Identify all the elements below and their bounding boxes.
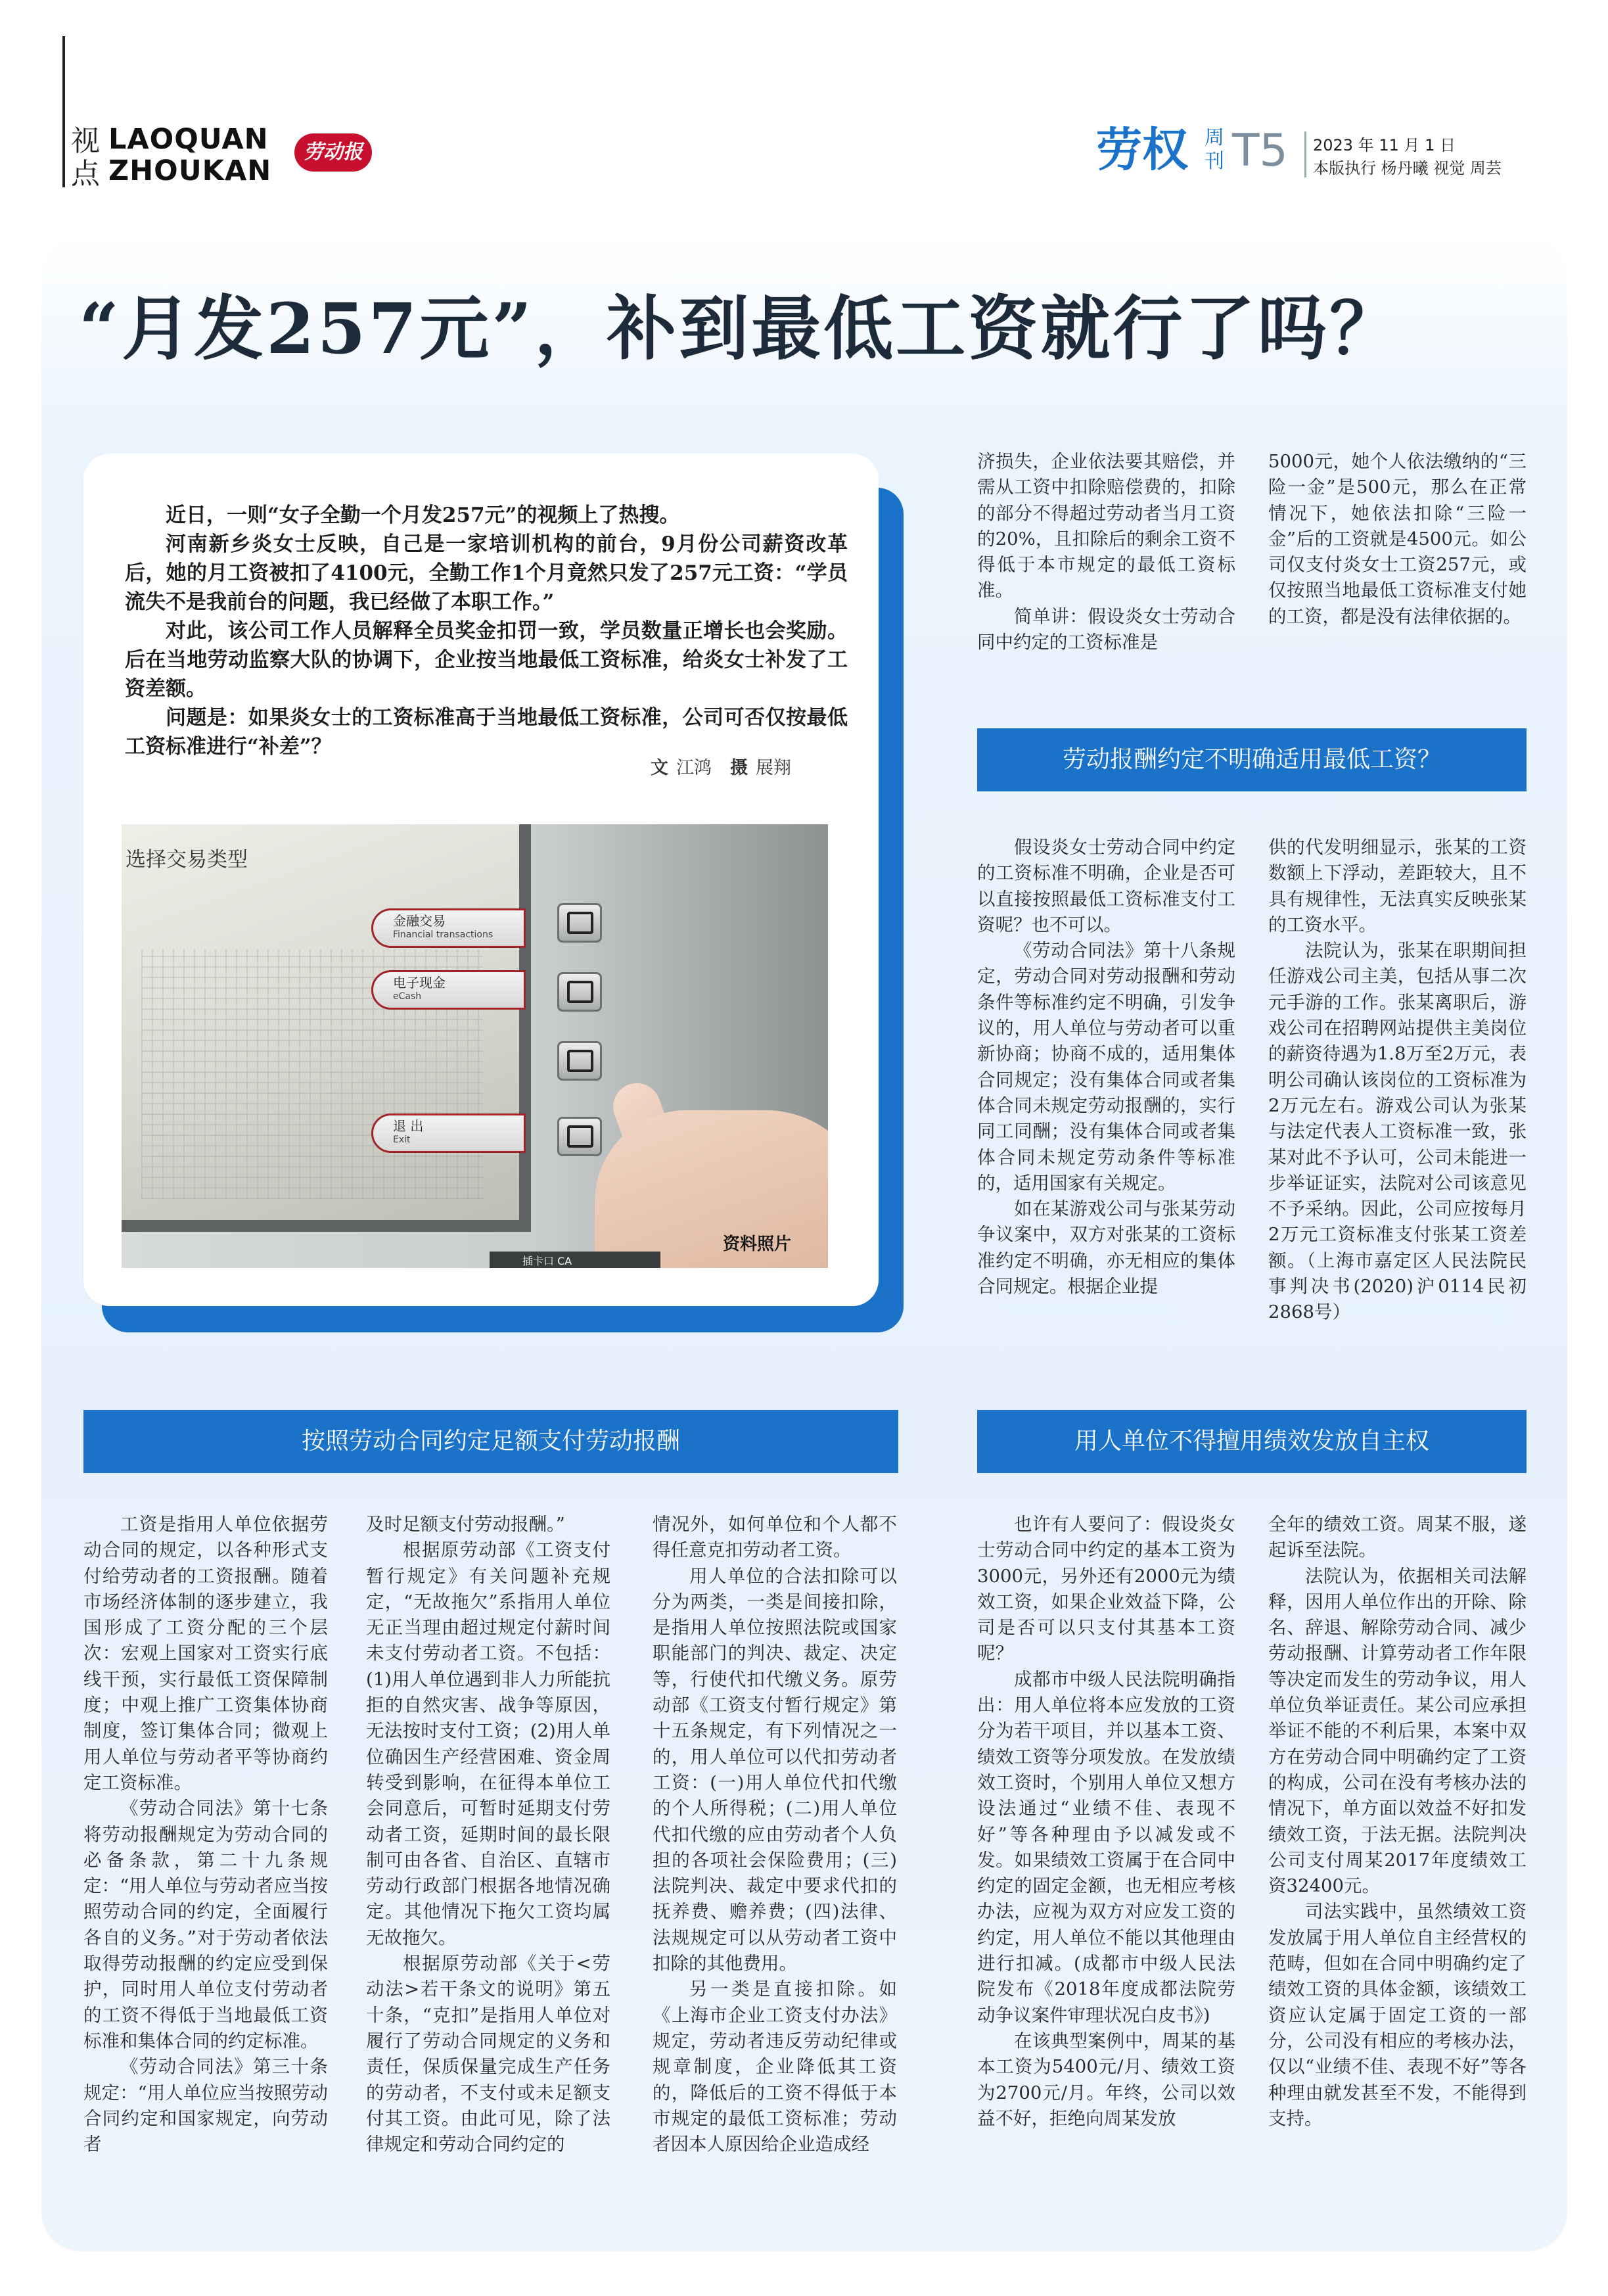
paragraph: 济损失，企业依法要其赔偿，并需从工资中扣除赔偿费的，扣除的部分不得超过劳动者当月工资的20%，且扣除后的剩余工资不得低于本市规定的最低工资标准。	[977, 451, 1235, 601]
paragraph: 情况外，如何单位和个人都不得任意克扣劳动者工资。	[653, 1514, 897, 1561]
section-title-minimum-wage: 劳动报酬约定不明确适用最低工资？	[977, 728, 1527, 791]
atm-screen-title: 选择交易类型	[126, 848, 248, 872]
section-title-performance-pay: 用人单位不得擅用绩效发放自主权	[977, 1410, 1527, 1473]
atm-button-ecash	[371, 970, 526, 1010]
hand	[595, 1110, 828, 1268]
atm-key	[557, 1117, 602, 1156]
atm-button-financial	[371, 908, 526, 948]
paragraph: 法院认为，依据相关司法解释，因用人单位作出的开除、除名、辞退、解除劳动合同、减少劳动报酬、计算劳动者工作年限等决定而发生的劳动争议，用人单位负举证责任。某公司应承担举证不能的不利后果，本案中双方在劳动合同中明确约定了工资的构成，公司在没有考核办法的情况下，单方面以效益不好扣发绩效工资，于法无据。法院判决公司支付周某2017年度绩效工资32400元。	[1268, 1565, 1527, 1897]
atm-button-en: eCash	[393, 991, 422, 1002]
column-name: 劳权	[1096, 123, 1188, 177]
atm-key	[557, 903, 602, 943]
atm-button-en: Financial transactions	[393, 929, 494, 940]
page-number: T5	[1232, 125, 1288, 177]
paragraph: 《劳动合同法》第十七条将劳动报酬规定为劳动合同的必备条款，第二十九条规定：“用人单位与劳动者应当按照劳动合同的约定，全面履行各自的义务。”对于劳动者依法取得劳动报酬的约定应受到保护，同时用人单位支付劳动者的工资不得低于当地最低工资标准和集体合同的约定标准。	[83, 1798, 328, 2051]
masthead-rule	[62, 36, 65, 187]
card-slot-label: 插卡口 CA	[490, 1252, 660, 1268]
section-title-full-payment: 按照劳动合同约定足额支付劳动报酬	[83, 1410, 898, 1473]
atm-key	[557, 1041, 602, 1081]
article-column-s1-1	[83, 1512, 328, 2157]
paragraph: 也许有人要问了：假设炎女士劳动合同中约定的基本工资为3000元，另外还有2000元为绩效工资，如果企业效益下降，公司是否可以只支付其基本工资呢？	[977, 1514, 1235, 1664]
atm-photo	[122, 824, 828, 1268]
paragraph: 全年的绩效工资。周某不服，遂起诉至法院。	[1268, 1514, 1527, 1561]
paragraph: 根据原劳动部《关于<劳动法>若干条文的说明》第五十条，“克扣”是指用人单位对履行了劳动合同规定的义务和责任，保质保量完成生产任务的劳动者，不支付或未足额支付其工资。由此可见，除了法律规定和劳动合同约定的	[366, 1953, 610, 2155]
paragraph: 司法实践中，虽然绩效工资发放属于用人单位自主经营权的范畴，但如在合同中明确约定了绩效工资的具体金额，该绩效工资应认定属于固定工资的一部分，公司没有相应的考核办法，仅以“业绩不佳、表现不好”等各种理由就发甚至不发，不能得到支持。	[1268, 1901, 1527, 2129]
byline	[651, 753, 810, 779]
masthead-en-line1: LAOQUAN	[108, 123, 269, 156]
byline-photographer: 展翔	[756, 758, 791, 778]
intro-paragraph: 河南新乡炎女士反映，自己是一家培训机构的前台，9月份公司薪资改革后，她的月工资被扣了4100元，全勤工作1个月竟然只发了257元工资：“学员流失不是我前台的问题，我已经做了本职工作。”	[125, 532, 848, 614]
atm-button-en: Exit	[393, 1135, 411, 1145]
paragraph: 《劳动合同法》第三十条规定：“用人单位应当按照劳动合同约定和国家规定，向劳动者	[83, 2056, 328, 2155]
paragraph: 工资是指用人单位依据劳动合同的规定，以各种形式支付给劳动者的工资报酬。随着市场经济体制的逐步建立，我国形成了工资分配的三个层次：宏观上国家对工资实行底线干预，实行最低工资保障制度；中观上推广工资集体协商制度，签订集体合同；微观上用人单位与劳动者平等协商约定工资标准。	[83, 1514, 328, 1793]
intro-paragraph: 近日，一则“女子全勤一个月发257元”的视频上了热搜。	[166, 504, 680, 527]
intro-paragraph: 对此，该公司工作人员解释全员奖金扣罚一致，学员数量正增长也会奖励。后在当地劳动监察大队的协调下，企业按当地最低工资标准，给炎女士补发了工资差额。	[125, 619, 848, 701]
page-credit: 本版执行 杨丹曦 视觉 周芸	[1313, 159, 1502, 177]
paragraph: 假设炎女士劳动合同中约定的工资标准不明确，企业是否可以直接按照最低工资标准支付工资呢？也不可以。	[977, 837, 1235, 935]
paragraph: 供的代发明细显示，张某的工资数额上下浮动，差距较大，且不具有规律性，无法真实反映张某的工资水平。	[1268, 837, 1527, 935]
intro-text	[125, 501, 848, 761]
paragraph: 如在某游戏公司与张某劳动争议案中，双方对张某的工资标准约定不明确，亦无相应的集体合同规定。根据企业提	[977, 1198, 1235, 1298]
article-column-top-1	[977, 449, 1235, 655]
byline-she-label: 摄	[730, 758, 748, 778]
masthead-separator	[1304, 131, 1306, 177]
paragraph: 在该典型案例中，周某的基本工资为5400元/月、绩效工资为2700元/月。年终，公司以效益不好，拒绝向周某发放	[977, 2030, 1235, 2129]
paragraph: 成都市中级人民法院明确指出：用人单位将本应发放的工资分为若干项目，并以基本工资、绩效工资等分项发放。在发放绩效工资时，个别用人单位又想方设法通过“业绩不佳、表现不好”等各种理由予以减发或不发。如果绩效工资属于在合同中约定的固定金额，也无相应考核办法，应视为双方对应发工资的约定，用人单位不能以其他理由进行扣减。(成都市中级人民法院发布《2018年度成都法院劳动争议案件审理状况白皮书》)	[977, 1668, 1235, 2026]
atm-button-exit	[371, 1113, 526, 1153]
article-column-s3-1	[977, 1512, 1235, 2132]
intro-paragraph: 问题是：如果炎女士的工资标准高于当地最低工资标准，公司可否仅按最低工资标准进行“补差”？	[125, 706, 848, 759]
paragraph: 另一类是直接扣除。如《上海市企业工资支付办法》规定，劳动者违反劳动纪律或规章制度，企业降低其工资的，降低后的工资不得低于本市规定的最低工资标准；劳动者因本人原因给企业造成经	[653, 1979, 897, 2155]
atm-button-cn: 电子现金	[393, 975, 446, 991]
byline-wen-label: 文	[651, 758, 668, 778]
paragraph: 根据原劳动部《工资支付暂行规定》有关问题补充规定，“无故拖欠”系指用人单位无正当理由超过规定付薪时间未支付劳动者工资。不包括：(1)用人单位遇到非人力所能抗拒的自然灾害、战争等原因，无法按时支付工资；(2)用人单位确因生产经营困难、资金周转受到影响，在征得本单位工会同意后，可暂时延期支付劳动者工资，延期时间的最长限制可由各省、自治区、直辖市劳动行政部门根据各地情况确定。其他情况下拖欠工资均属无故拖欠。	[366, 1539, 610, 1948]
article-column-s1-2	[366, 1512, 610, 2157]
byline-writer: 江鸿	[676, 758, 712, 778]
article-column-s3-2	[1268, 1512, 1527, 2132]
paragraph: 简单讲：假设炎女士劳动合同中约定的工资标准是	[977, 605, 1235, 653]
article-column-top-2	[1268, 449, 1527, 630]
photo-credit: 资料照片	[723, 1234, 792, 1254]
column-zhoukan: 周刊	[1205, 126, 1224, 173]
article-column-s2-1	[977, 835, 1235, 1300]
headline: “月发257元”，补到最低工资就行了吗？	[79, 287, 1402, 369]
paragraph: 法院认为，张某在职期间担任游戏公司主美，包括从事二次元手游的工作。张某离职后，游戏公司在招聘网站提供主美岗位的薪资待遇为1.8万至2万元，表明公司确认该岗位的工资标准为2万元左右。游戏公司认为张某与法定代表人工资标准一致，张某对此不予认可，公司未能进一步举证证实，法院对公司该意见不予采纳。因此，公司应按每月2万元工资标准支付张某工资差额。（上海市嘉定区人民法院民事判决书(2020)沪0114民初2868号）	[1268, 940, 1527, 1323]
paragraph: 用人单位的合法扣除可以分为两类，一类是间接扣除，是指用人单位按照法院或国家职能部门的判决、裁定、决定等，行使代扣代缴义务。原劳动部《工资支付暂行规定》第十五条规定，有下列情况之一的，用人单位可以代扣劳动者工资：(一)用人单位代扣代缴的个人所得税；(二)用人单位代扣代缴的应由劳动者个人负担的各项社会保险费用；(三)法院判决、裁定中要求代扣的抚养费、赡养费；(四)法律、法规规定可以从劳动者工资中扣除的其他费用。	[653, 1565, 897, 1975]
paragraph: 及时足额支付劳动报酬。”	[366, 1514, 565, 1535]
newspaper-logo: 劳动报	[294, 133, 372, 172]
paragraph: 5000元，她个人依法缴纳的“三险一金”是500元，那么在正常情况下，她依法扣除“三险一金”后的工资就是4500元。如公司仅支付炎女士工资257元，或仅按照当地最低工资标准支付她的工资，都是没有法律依据的。	[1268, 451, 1527, 627]
atm-key	[557, 972, 602, 1012]
masthead-english-title	[108, 124, 271, 187]
atm-button-cn: 退 出	[393, 1118, 424, 1134]
paragraph: 《劳动合同法》第十八条规定，劳动合同对劳动报酬和劳动条件等标准约定不明确，引发争议的，用人单位与劳动者可以重新协商；协商不成的，适用集体合同规定；没有集体合同或者集体合同未规定劳动报酬的，实行同工同酬；没有集体合同或者集体合同未规定劳动条件等标准的，适用国家有关规定。	[977, 940, 1235, 1194]
atm-screen	[122, 824, 531, 1232]
masthead-vertical-label: 视点	[71, 124, 100, 191]
issue-date: 2023 年 11 月 1 日	[1313, 136, 1456, 154]
masthead-en-line2: ZHOUKAN	[108, 154, 272, 187]
article-column-s1-3	[653, 1512, 897, 2157]
article-column-s2-2	[1268, 835, 1527, 1326]
atm-button-cn: 金融交易	[393, 913, 446, 929]
